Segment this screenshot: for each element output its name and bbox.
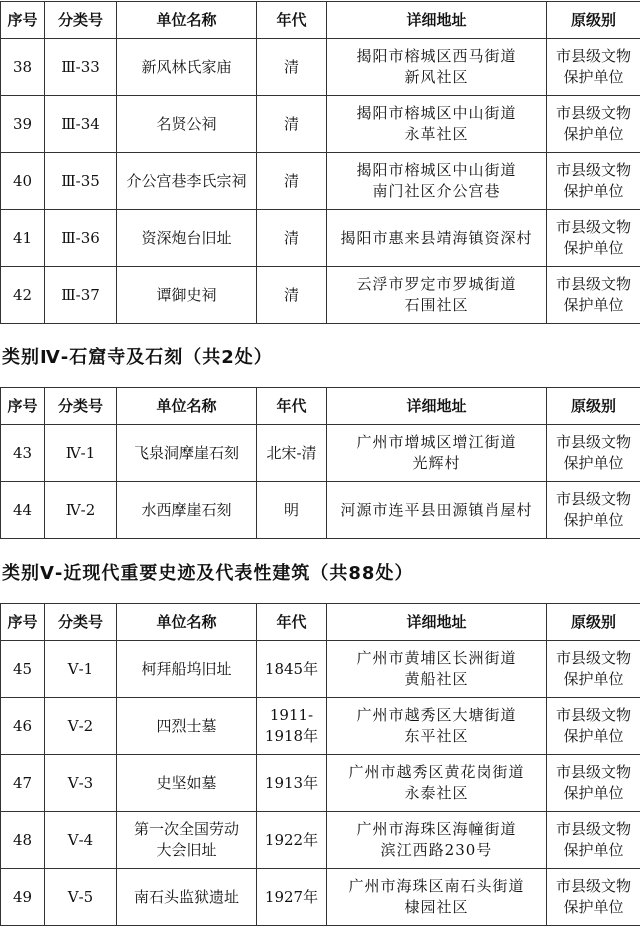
cell-era-line: 1922年 <box>257 830 326 851</box>
cell-address-line: 揭阳市榕城区中山街道 <box>327 160 546 181</box>
cell-name <box>117 869 257 926</box>
cell-level-line: 保护单位 <box>547 124 640 145</box>
cell-address-line: 广州市增城区增江街道 <box>327 432 546 453</box>
cell-address <box>327 39 547 96</box>
heritage-table-3 <box>0 603 640 926</box>
cell-name <box>117 210 257 267</box>
cell-address-line: 云浮市罗定市罗城街道 <box>327 274 546 295</box>
cell-level-line: 保护单位 <box>547 510 640 531</box>
cell-address-line: 广州市海珠区南石头街道 <box>327 876 546 897</box>
table-row <box>1 267 640 324</box>
cell-name-line: 飞泉洞摩崖石刻 <box>117 443 256 464</box>
section-title-modern-sites: 类别Ⅴ-近现代重要史迹及代表性建筑（共88处） <box>2 559 413 585</box>
cell-era-line: 清 <box>257 285 326 306</box>
header-name: 单位名称 <box>117 388 257 425</box>
cell-address-line: 揭阳市榕城区中山街道 <box>327 103 546 124</box>
header-level: 原级别 <box>547 2 640 39</box>
table-row <box>1 755 640 812</box>
cell-era-line: 1927年 <box>257 887 326 908</box>
cell-address-line: 石围社区 <box>327 295 546 316</box>
header-code: 分类号 <box>45 388 117 425</box>
table-row <box>1 698 640 755</box>
cell-name <box>117 39 257 96</box>
cell-level-line: 市县级文物 <box>547 46 640 67</box>
cell-code: Ⅲ-34 <box>45 96 117 153</box>
cell-code: Ⅴ-2 <box>45 698 117 755</box>
cell-address <box>327 869 547 926</box>
cell-code: Ⅳ-2 <box>45 482 117 539</box>
cell-address-line: 黄船社区 <box>327 669 546 690</box>
header-name: 单位名称 <box>117 604 257 641</box>
header-code: 分类号 <box>45 604 117 641</box>
cell-level <box>547 869 640 926</box>
cell-no: 47 <box>1 755 45 812</box>
cell-level-line: 保护单位 <box>547 453 640 474</box>
cell-level <box>547 39 640 96</box>
cell-era-line: 明 <box>257 500 326 521</box>
cell-name-line: 介公宫巷李氏宗祠 <box>117 171 256 192</box>
cell-name <box>117 698 257 755</box>
header-address: 详细地址 <box>327 604 547 641</box>
cell-level-line: 保护单位 <box>547 897 640 918</box>
cell-address-line: 揭阳市惠来县靖海镇资深村 <box>327 228 546 249</box>
cell-code: Ⅲ-35 <box>45 153 117 210</box>
cell-code: Ⅴ-4 <box>45 812 117 869</box>
cell-level-line: 保护单位 <box>547 669 640 690</box>
cell-code: Ⅴ-1 <box>45 641 117 698</box>
cell-address-line: 广州市海珠区海幢街道 <box>327 819 546 840</box>
cell-name-line: 新风林氏家庙 <box>117 57 256 78</box>
cell-era-line: 1911- <box>257 705 326 726</box>
cell-code: Ⅲ-37 <box>45 267 117 324</box>
cell-level-line: 市县级文物 <box>547 705 640 726</box>
cell-address <box>327 755 547 812</box>
heritage-table-1 <box>0 1 640 324</box>
cell-address <box>327 425 547 482</box>
table-header-row <box>1 604 640 641</box>
cell-level-line: 保护单位 <box>547 783 640 804</box>
cell-no: 44 <box>1 482 45 539</box>
cell-code: Ⅴ-3 <box>45 755 117 812</box>
cell-no: 48 <box>1 812 45 869</box>
cell-address-line: 南门社区介公宫巷 <box>327 181 546 202</box>
table-row <box>1 153 640 210</box>
cell-address-line: 广州市黄埔区长洲街道 <box>327 648 546 669</box>
cell-address-line: 新风社区 <box>327 67 546 88</box>
table-header-row <box>1 2 640 39</box>
cell-name <box>117 96 257 153</box>
header-address: 详细地址 <box>327 2 547 39</box>
cell-no: 46 <box>1 698 45 755</box>
cell-level-line: 保护单位 <box>547 840 640 861</box>
cell-era <box>257 869 327 926</box>
cell-address-line: 广州市越秀区黄花岗街道 <box>327 762 546 783</box>
cell-address <box>327 698 547 755</box>
cell-address <box>327 812 547 869</box>
table-row <box>1 425 640 482</box>
cell-era <box>257 641 327 698</box>
cell-address <box>327 482 547 539</box>
cell-no: 38 <box>1 39 45 96</box>
cell-no: 40 <box>1 153 45 210</box>
cell-level-line: 市县级文物 <box>547 489 640 510</box>
cell-address-line: 河源市连平县田源镇肖屋村 <box>327 500 546 521</box>
cell-level-line: 保护单位 <box>547 238 640 259</box>
cell-address-line: 东平社区 <box>327 726 546 747</box>
table-row <box>1 869 640 926</box>
cell-name-line: 史坚如墓 <box>117 773 256 794</box>
cell-name <box>117 812 257 869</box>
cell-name-line: 大会旧址 <box>117 840 256 861</box>
table-row <box>1 96 640 153</box>
cell-no: 43 <box>1 425 45 482</box>
cell-code: Ⅳ-1 <box>45 425 117 482</box>
cell-name-line: 南石头监狱遗址 <box>117 887 256 908</box>
cell-no: 45 <box>1 641 45 698</box>
cell-era-line: 1918年 <box>257 726 326 747</box>
cell-level-line: 市县级文物 <box>547 217 640 238</box>
table-row <box>1 210 640 267</box>
header-name: 单位名称 <box>117 2 257 39</box>
header-no: 序号 <box>1 388 45 425</box>
cell-name <box>117 755 257 812</box>
cell-level-line: 保护单位 <box>547 181 640 202</box>
table-row <box>1 812 640 869</box>
cell-level-line: 市县级文物 <box>547 876 640 897</box>
cell-address-line: 揭阳市榕城区西马街道 <box>327 46 546 67</box>
cell-level-line: 保护单位 <box>547 67 640 88</box>
table-row <box>1 641 640 698</box>
cell-address <box>327 96 547 153</box>
cell-era <box>257 96 327 153</box>
header-era: 年代 <box>257 388 327 425</box>
header-code: 分类号 <box>45 2 117 39</box>
heritage-table-2 <box>0 387 640 539</box>
cell-address-line: 永泰社区 <box>327 783 546 804</box>
cell-name-line: 柯拜船坞旧址 <box>117 659 256 680</box>
cell-name-line: 第一次全国劳动 <box>117 819 256 840</box>
cell-level-line: 市县级文物 <box>547 762 640 783</box>
cell-level <box>547 755 640 812</box>
cell-name-line: 水西摩崖石刻 <box>117 500 256 521</box>
cell-era <box>257 698 327 755</box>
cell-name-line: 四烈士墓 <box>117 716 256 737</box>
cell-era-line: 1913年 <box>257 773 326 794</box>
cell-level-line: 市县级文物 <box>547 819 640 840</box>
table-row <box>1 482 640 539</box>
cell-level <box>547 812 640 869</box>
cell-level <box>547 482 640 539</box>
header-address: 详细地址 <box>327 388 547 425</box>
cell-code: Ⅲ-36 <box>45 210 117 267</box>
header-era: 年代 <box>257 2 327 39</box>
table-header-row <box>1 388 640 425</box>
cell-no: 49 <box>1 869 45 926</box>
cell-era <box>257 425 327 482</box>
cell-level-line: 保护单位 <box>547 726 640 747</box>
cell-no: 42 <box>1 267 45 324</box>
cell-level <box>547 267 640 324</box>
cell-level <box>547 96 640 153</box>
cell-era <box>257 210 327 267</box>
cell-address <box>327 153 547 210</box>
table-row <box>1 39 640 96</box>
cell-level <box>547 425 640 482</box>
cell-level-line: 市县级文物 <box>547 432 640 453</box>
cell-name <box>117 153 257 210</box>
cell-level <box>547 210 640 267</box>
cell-no: 41 <box>1 210 45 267</box>
header-no: 序号 <box>1 2 45 39</box>
cell-level-line: 市县级文物 <box>547 160 640 181</box>
cell-address-line: 永革社区 <box>327 124 546 145</box>
cell-address-line: 光辉村 <box>327 453 546 474</box>
cell-address <box>327 641 547 698</box>
cell-level <box>547 641 640 698</box>
header-era: 年代 <box>257 604 327 641</box>
cell-address-line: 广州市越秀区大塘街道 <box>327 705 546 726</box>
header-no: 序号 <box>1 604 45 641</box>
cell-no: 39 <box>1 96 45 153</box>
cell-era-line: 清 <box>257 171 326 192</box>
cell-level <box>547 698 640 755</box>
cell-name <box>117 267 257 324</box>
cell-level-line: 市县级文物 <box>547 648 640 669</box>
cell-level-line: 市县级文物 <box>547 103 640 124</box>
cell-level-line: 保护单位 <box>547 295 640 316</box>
cell-era <box>257 153 327 210</box>
cell-name <box>117 641 257 698</box>
cell-level-line: 市县级文物 <box>547 274 640 295</box>
section-title-grottoes: 类别Ⅳ-石窟寺及石刻（共2处） <box>2 343 273 369</box>
cell-address <box>327 210 547 267</box>
cell-code: Ⅴ-5 <box>45 869 117 926</box>
cell-name <box>117 425 257 482</box>
cell-name <box>117 482 257 539</box>
cell-era-line: 1845年 <box>257 659 326 680</box>
cell-code: Ⅲ-33 <box>45 39 117 96</box>
cell-era <box>257 812 327 869</box>
cell-address-line: 棣园社区 <box>327 897 546 918</box>
header-level: 原级别 <box>547 388 640 425</box>
cell-address <box>327 267 547 324</box>
cell-era-line: 清 <box>257 228 326 249</box>
cell-era <box>257 755 327 812</box>
cell-era-line: 清 <box>257 114 326 135</box>
cell-era-line: 清 <box>257 57 326 78</box>
cell-level <box>547 153 640 210</box>
cell-name-line: 名贤公祠 <box>117 114 256 135</box>
cell-name-line: 谭御史祠 <box>117 285 256 306</box>
header-level: 原级别 <box>547 604 640 641</box>
cell-era <box>257 482 327 539</box>
cell-name-line: 资深炮台旧址 <box>117 228 256 249</box>
cell-era <box>257 267 327 324</box>
cell-era <box>257 39 327 96</box>
cell-address-line: 滨江西路230号 <box>327 840 546 861</box>
cell-era-line: 北宋-清 <box>257 443 326 464</box>
